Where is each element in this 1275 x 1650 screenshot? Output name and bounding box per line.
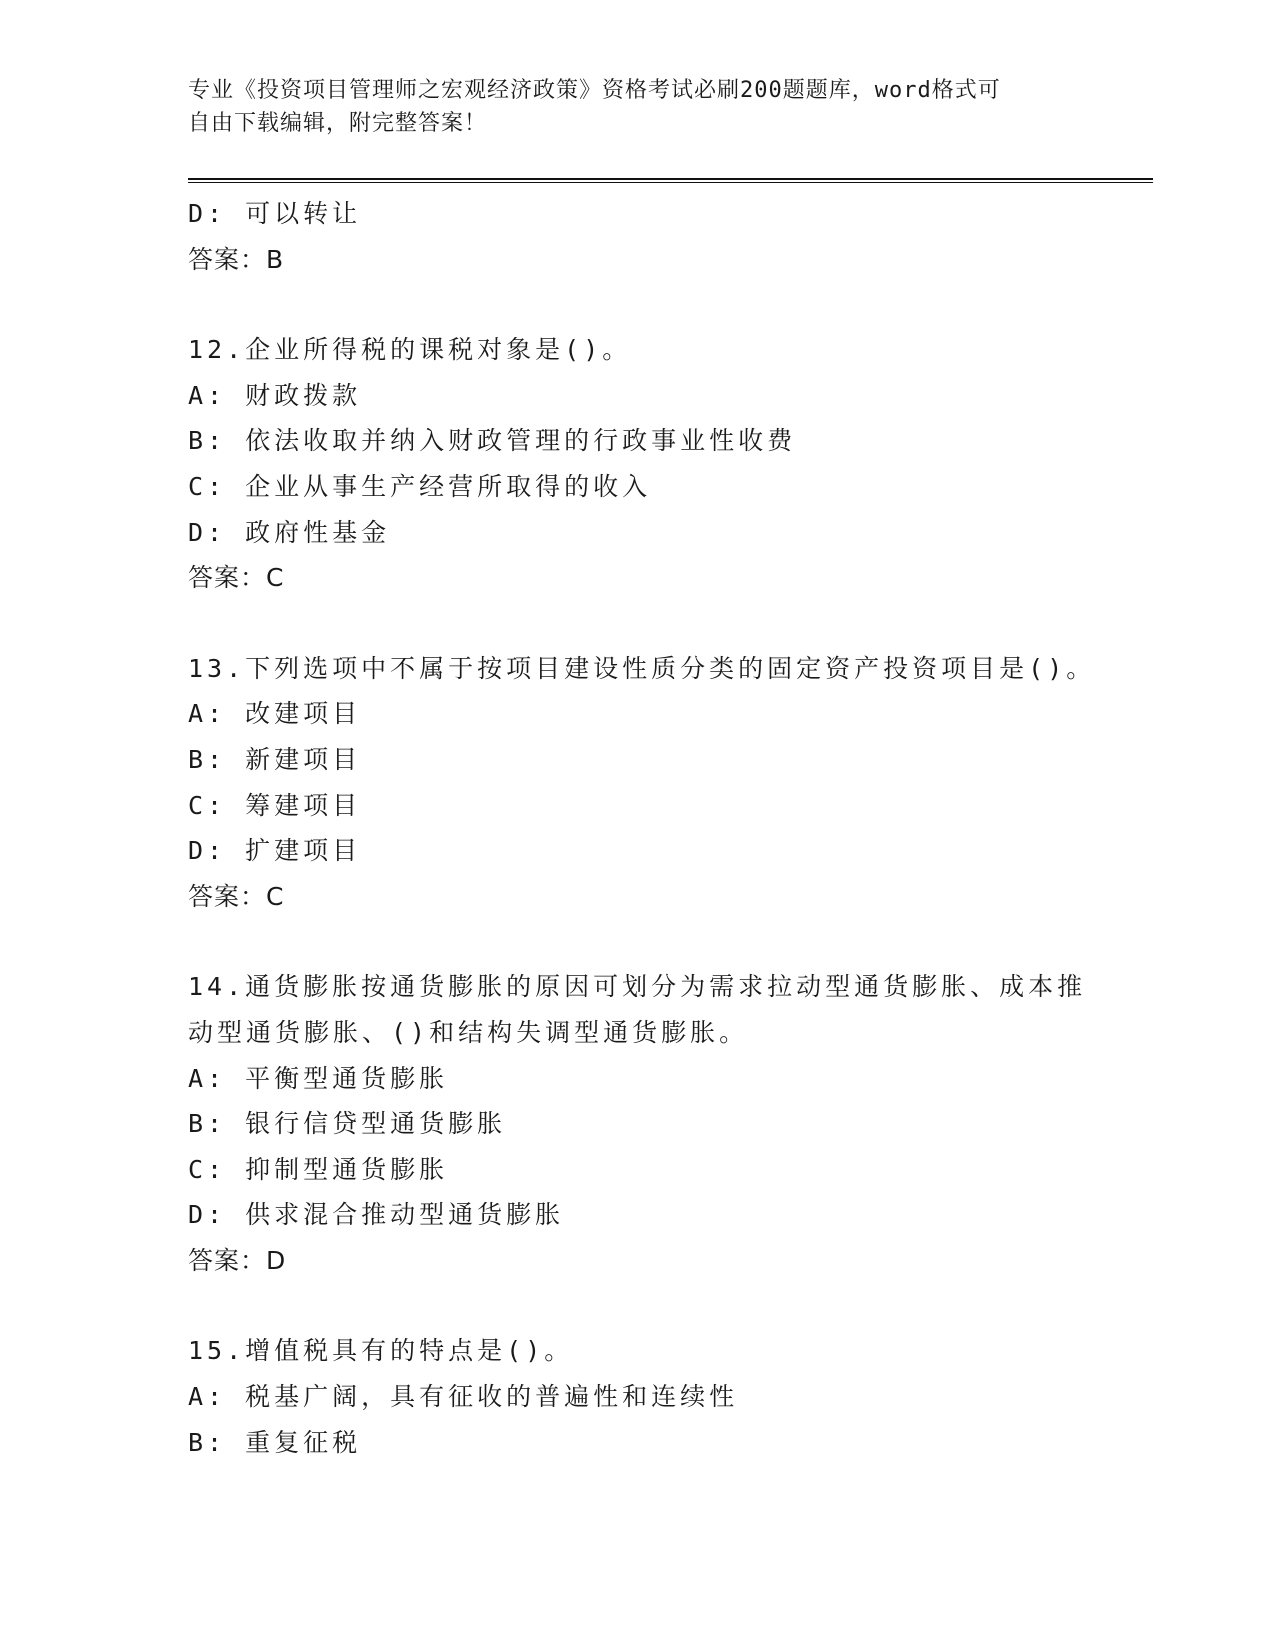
- spacer: [188, 1283, 1128, 1328]
- question-15: [188, 1328, 1128, 1465]
- option-b: B: 银行信贷型通货膨胀: [188, 1109, 507, 1139]
- option-d: D: 扩建项目: [188, 836, 362, 866]
- option-d: D: 可以转让: [188, 199, 362, 228]
- question-list: [188, 191, 1128, 1465]
- question-text: 13.下列选项中不属于按项目建设性质分类的固定资产投资项目是()。: [188, 653, 1096, 683]
- answer: 答案：B: [188, 244, 285, 274]
- spacer: [188, 919, 1128, 964]
- question-14: [188, 964, 1128, 1283]
- option-c: C: 企业从事生产经营所取得的收入: [188, 471, 652, 501]
- question-text-line-1: 14.通货膨胀按通货膨胀的原因可划分为需求拉动型通货膨胀、成本推: [188, 972, 1087, 1002]
- option-a: A: 平衡型通货膨胀: [188, 1063, 449, 1093]
- option-c: C: 抑制型通货膨胀: [188, 1154, 449, 1184]
- header-divider-thick: [188, 178, 1153, 180]
- option-b: B: 新建项目: [188, 744, 362, 774]
- question-13: [188, 646, 1128, 920]
- question-11: [188, 191, 1128, 282]
- option-d: D: 政府性基金: [188, 517, 391, 547]
- answer: 答案：D: [188, 1245, 287, 1275]
- answer: 答案：C: [188, 563, 285, 593]
- spacer: [188, 601, 1128, 646]
- option-a: A: 改建项目: [188, 699, 362, 729]
- question-12: [188, 327, 1128, 601]
- option-a: A: 税基广阔，具有征收的普遍性和连续性: [188, 1382, 739, 1412]
- spacer: [188, 282, 1128, 327]
- option-b: B: 重复征税: [188, 1427, 362, 1457]
- option-d: D: 供求混合推动型通货膨胀: [188, 1200, 565, 1230]
- header-divider-thin: [188, 182, 1153, 183]
- option-c: C: 筹建项目: [188, 790, 362, 820]
- option-b: B: 依法收取并纳入财政管理的行政事业性收费: [188, 426, 797, 456]
- question-text: 12.企业所得税的课税对象是()。: [188, 335, 632, 365]
- question-text-line-2: 动型通货膨胀、()和结构失调型通货膨胀。: [188, 1017, 749, 1047]
- answer: 答案：C: [188, 881, 285, 911]
- option-a: A: 财政拨款: [188, 380, 362, 410]
- document-header: [188, 74, 1088, 140]
- question-text: 15.增值税具有的特点是()。: [188, 1336, 574, 1366]
- header-title-line-1: 专业《投资项目管理师之宏观经济政策》资格考试必刷200题题库，word格式可: [188, 78, 1001, 103]
- header-title-line-2: 自由下载编辑，附完整答案！: [188, 111, 488, 136]
